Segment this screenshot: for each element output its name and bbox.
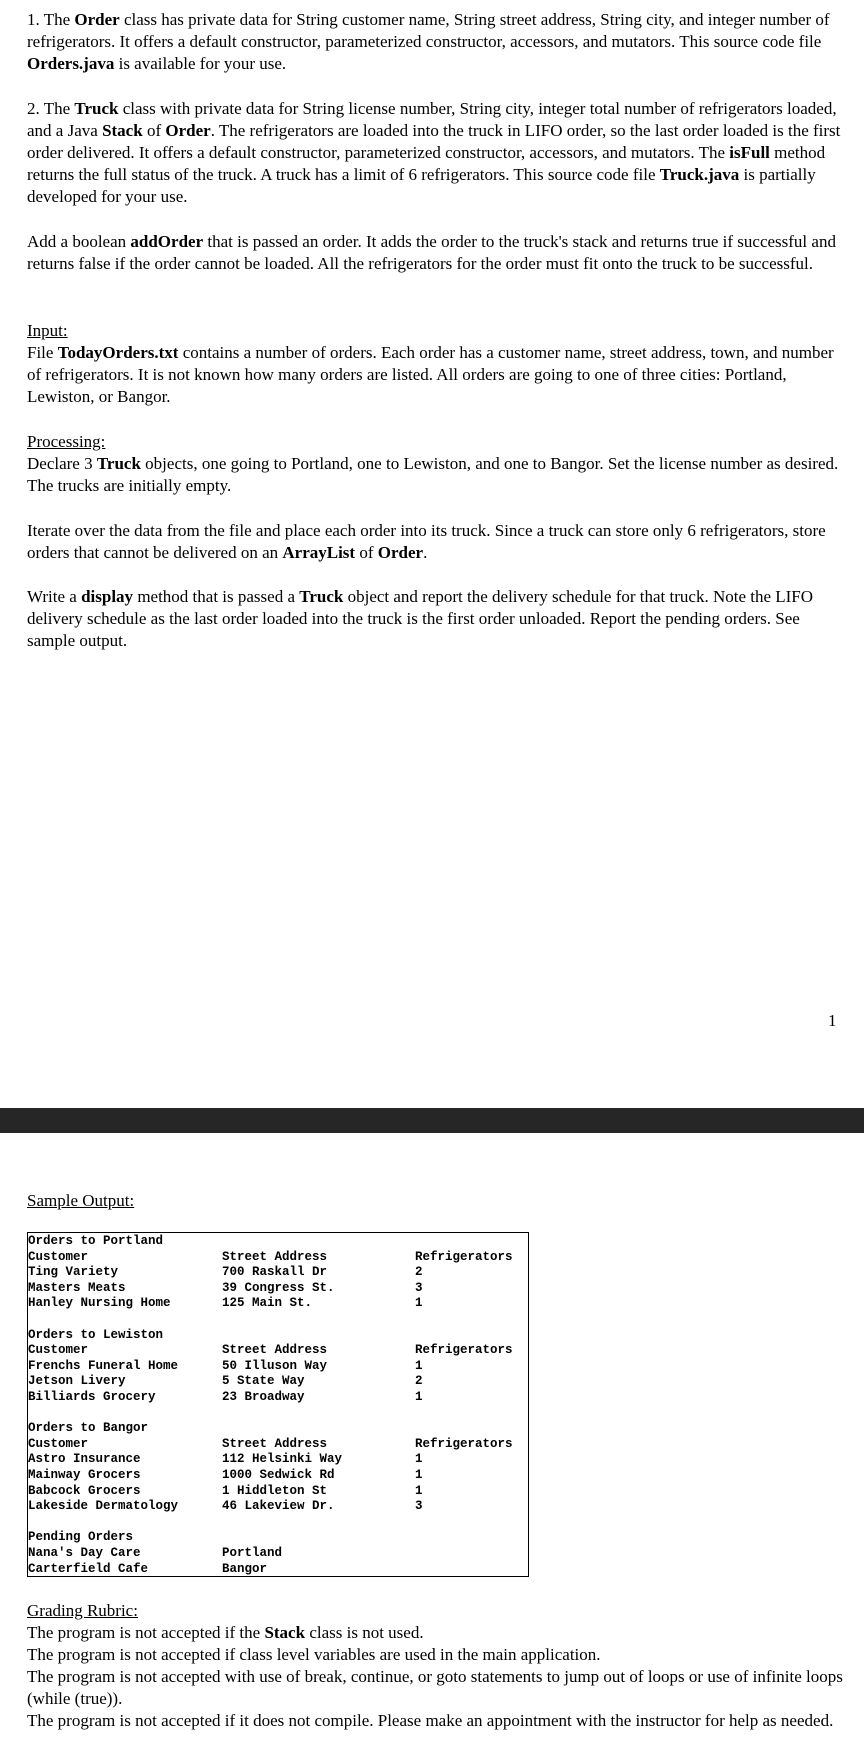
customer-cell: Frenchs Funeral Home bbox=[28, 1358, 179, 1373]
page-separator bbox=[0, 1108, 864, 1133]
street-address-cell: 125 Main St. bbox=[222, 1296, 313, 1311]
street-address-cell: 39 Congress St. bbox=[222, 1280, 335, 1295]
customer-cell: Masters Meats bbox=[28, 1280, 126, 1295]
refrigerators-cell: Refrigerators bbox=[415, 1249, 513, 1264]
text-run: . bbox=[423, 543, 428, 562]
street-address-cell: 50 Illuson Way bbox=[222, 1358, 328, 1373]
rubric-item bbox=[27, 1666, 847, 1710]
text-run: method returns the full status of the truck. A truck has a limit of 6 refrigerators. This source code file bbox=[27, 143, 826, 184]
street-address-cell: Bangor bbox=[222, 1561, 268, 1576]
text-run: Iterate over the data from the file and place each order into its truck. Since a truck can store only 6 refrigerators, store orders that cannot be delivered on an bbox=[27, 521, 826, 562]
rubric-item bbox=[27, 1710, 847, 1732]
customer-cell: Lakeside Dermatology bbox=[28, 1499, 179, 1514]
text-run: object and report the delivery schedule for that truck. Note the LIFO delivery schedule as the last order loaded into the truck is the first order unloaded. Report the pending orders. See sample output. bbox=[27, 587, 814, 650]
street-address-cell: Street Address bbox=[222, 1343, 328, 1358]
street-address-cell: Street Address bbox=[222, 1436, 328, 1451]
page-number: 1 bbox=[828, 1011, 837, 1030]
sample-output-box bbox=[27, 1232, 529, 1577]
customer-cell: Babcock Grocers bbox=[28, 1483, 141, 1498]
customer-cell: Pending Orders bbox=[28, 1530, 134, 1545]
text-run: is available for your use. bbox=[114, 54, 287, 73]
bold-term: isFull bbox=[729, 143, 770, 162]
street-address-cell: Portland bbox=[222, 1546, 283, 1560]
refrigerators-cell: 1 bbox=[415, 1296, 423, 1311]
text-run: class with private data for String license number, String city, integer total number of refrigerators loaded, and a Java bbox=[27, 99, 837, 140]
refrigerators-cell: 2 bbox=[415, 1374, 423, 1389]
iterate-paragraph bbox=[27, 520, 847, 564]
text-run: The program is not accepted if it does not compile. Please make an appointment with the instructor for help as needed. bbox=[27, 1711, 834, 1730]
text-run: that is passed an order. It adds the order to the truck's stack and returns true if successful and returns false if the order cannot be loaded. All the refrigerators for the order must fit onto the truck to be successful. bbox=[27, 232, 836, 273]
bold-term: Stack bbox=[264, 1623, 306, 1642]
street-address-cell: 1 Hiddleton St bbox=[222, 1483, 328, 1498]
customer-cell: Orders to Lewiston bbox=[28, 1327, 164, 1342]
bold-term: Order bbox=[74, 10, 120, 29]
truck-class-paragraph bbox=[27, 98, 847, 208]
bold-term: ArrayList bbox=[282, 543, 356, 562]
text-run: Declare 3 bbox=[27, 454, 97, 473]
bold-term: display bbox=[81, 587, 134, 606]
refrigerators-cell: 1 bbox=[415, 1390, 423, 1404]
text-run: Add a boolean bbox=[27, 232, 131, 251]
refrigerators-cell: 3 bbox=[415, 1499, 423, 1514]
refrigerators-cell: 1 bbox=[415, 1468, 423, 1482]
input-paragraph bbox=[27, 342, 847, 408]
text-run: of bbox=[142, 121, 166, 140]
text-run: 1. The bbox=[27, 10, 75, 29]
bold-term: Truck bbox=[299, 587, 344, 606]
customer-cell: Jetson Livery bbox=[28, 1374, 126, 1389]
street-address-cell: Street Address bbox=[222, 1249, 328, 1264]
processing-heading: Processing: bbox=[27, 432, 106, 451]
bold-term: Truck.java bbox=[659, 165, 740, 184]
text-run: class is not used. bbox=[305, 1623, 424, 1642]
bold-term: Order bbox=[165, 121, 211, 140]
customer-cell: Hanley Nursing Home bbox=[28, 1296, 171, 1311]
order-class-paragraph bbox=[27, 9, 847, 75]
sample-output-heading: Sample Output: bbox=[27, 1191, 135, 1210]
text-run: File bbox=[27, 343, 58, 362]
text-run: 2. The bbox=[27, 99, 75, 118]
text-run: The program is not accepted if the bbox=[27, 1623, 265, 1642]
bold-term: Orders.java bbox=[27, 54, 115, 73]
text-run: class has private data for String customer name, String street address, String city, and integer number of refrigerators. It offers a default constructor, parameterized constructor, accessors, and mutators. This source code file bbox=[27, 10, 830, 51]
refrigerators-cell: Refrigerators bbox=[415, 1436, 513, 1451]
display-paragraph bbox=[27, 586, 847, 652]
street-address-cell: 5 State Way bbox=[222, 1374, 305, 1389]
refrigerators-cell: Refrigerators bbox=[415, 1343, 513, 1358]
text-run: . The refrigerators are loaded into the truck in LIFO order, so the last order loaded is the first order delivered. It offers a default constructor, parameterized constructor, accessors, and mutators. The bbox=[27, 121, 841, 162]
bold-term: Stack bbox=[102, 121, 143, 140]
grading-rubric-heading: Grading Rubric: bbox=[27, 1601, 138, 1620]
bold-term: Truck bbox=[96, 454, 141, 473]
refrigerators-cell: 1 bbox=[415, 1452, 423, 1467]
rubric-item bbox=[27, 1644, 847, 1666]
refrigerators-cell: 3 bbox=[415, 1280, 423, 1295]
bold-term: TodayOrders.txt bbox=[57, 343, 179, 362]
bold-term: Truck bbox=[74, 99, 119, 118]
rubric-item bbox=[27, 1622, 847, 1644]
text-run: method that is passed a bbox=[133, 587, 300, 606]
customer-cell: Billiards Grocery bbox=[28, 1390, 156, 1404]
text-run: Write a bbox=[27, 587, 82, 606]
text-run: The program is not accepted if class level variables are used in the main application. bbox=[27, 1645, 601, 1664]
street-address-cell: 112 Helsinki Way bbox=[222, 1452, 343, 1467]
customer-cell: Nana's Day Care bbox=[28, 1546, 141, 1560]
input-heading: Input: bbox=[27, 321, 68, 340]
street-address-cell: 46 Lakeview Dr. bbox=[222, 1499, 335, 1514]
assignment-page-2 bbox=[0, 1133, 864, 1758]
customer-cell: Carterfield Cafe bbox=[28, 1561, 149, 1576]
customer-cell: Customer bbox=[28, 1343, 89, 1358]
refrigerators-cell: 1 bbox=[415, 1483, 423, 1498]
text-run: The program is not accepted with use of break, continue, or goto statements to jump out of loops or use of infinite loops (while (true)). bbox=[27, 1667, 843, 1708]
customer-cell: Orders to Portland bbox=[28, 1234, 164, 1248]
customer-cell: Ting Variety bbox=[28, 1265, 119, 1280]
bold-term: Order bbox=[377, 543, 424, 562]
text-run: of bbox=[355, 543, 378, 562]
customer-cell: Customer bbox=[28, 1249, 89, 1264]
text-run: is partially developed for your use. bbox=[27, 165, 816, 206]
street-address-cell: 700 Raskall Dr bbox=[222, 1265, 328, 1280]
customer-cell: Mainway Grocers bbox=[28, 1468, 141, 1482]
street-address-cell: 1000 Sedwick Rd bbox=[222, 1468, 335, 1482]
refrigerators-cell: 1 bbox=[415, 1358, 423, 1373]
text-run: contains a number of orders. Each order has a customer name, street address, town, and number of refrigerators. It is not known how many orders are listed. All orders are going to one of three cities: Portland, Lewiston, or Bangor. bbox=[27, 343, 834, 406]
street-address-cell: 23 Broadway bbox=[222, 1390, 305, 1404]
refrigerators-cell: 2 bbox=[415, 1265, 423, 1280]
customer-cell: Orders to Bangor bbox=[28, 1421, 149, 1436]
bold-term: addOrder bbox=[130, 232, 204, 251]
processing-paragraph bbox=[27, 453, 847, 497]
customer-cell: Customer bbox=[28, 1436, 89, 1451]
text-run: objects, one going to Portland, one to Lewiston, and one to Bangor. Set the license number as desired. The trucks are initially empty. bbox=[27, 454, 839, 495]
customer-cell: Astro Insurance bbox=[28, 1452, 141, 1467]
add-order-paragraph bbox=[27, 231, 847, 275]
